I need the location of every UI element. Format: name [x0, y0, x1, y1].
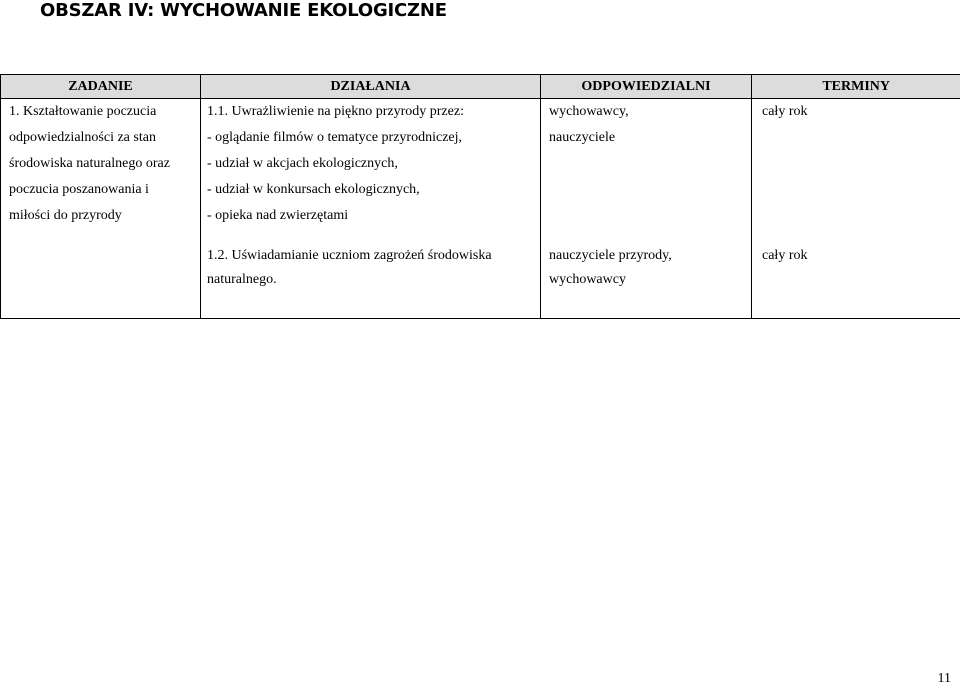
plan-table [0, 74, 960, 319]
odpowiedzialni-line: wychowawcy [549, 272, 626, 287]
dzialania-cell [201, 99, 541, 245]
terminy-cell [752, 244, 960, 319]
page-title: OBSZAR IV: WYCHOWANIE EKOLOGICZNE [40, 0, 447, 21]
table-row [1, 99, 960, 245]
zadanie-line: miłości do przyrody [9, 208, 122, 223]
header-dzialania: DZIAŁANIA [201, 75, 541, 99]
terminy-cell [752, 99, 960, 245]
zadanie-cell [1, 99, 201, 245]
dzialania-line: naturalnego. [207, 272, 277, 287]
dzialania-line: - opieka nad zwierzętami [207, 208, 349, 223]
odpowiedzialni-line: nauczyciele przyrody, [549, 248, 672, 263]
header-zadanie: ZADANIE [1, 75, 201, 99]
dzialania-line: - oglądanie filmów o tematyce przyrodniczej, [207, 130, 463, 145]
header-odpowiedzialni: ODPOWIEDZIALNI [541, 75, 752, 99]
dzialania-line: 1.2. Uświadamianie uczniom zagrożeń środowiska [207, 248, 492, 263]
dzialania-cell [201, 244, 541, 319]
zadanie-line: środowiska naturalnego oraz [9, 156, 170, 171]
dzialania-line: - udział w akcjach ekologicznych, [207, 156, 398, 171]
zadanie-line: 1. Kształtowanie poczucia [9, 104, 157, 119]
dzialania-line: 1.1. Uwrażliwienie na piękno przyrody przez: [207, 104, 464, 119]
zadanie-line: odpowiedzialności za stan [9, 130, 156, 145]
zadanie-line: poczucia poszanowania i [9, 182, 149, 197]
header-terminy: TERMINY [752, 75, 960, 99]
odpowiedzialni-cell [541, 99, 752, 245]
terminy-line: cały rok [762, 248, 808, 263]
table-row [1, 244, 960, 319]
zadanie-cell [1, 244, 201, 319]
odpowiedzialni-cell [541, 244, 752, 319]
dzialania-line: - udział w konkursach ekologicznych, [207, 182, 420, 197]
table-header-row [1, 75, 960, 99]
odpowiedzialni-line: wychowawcy, [549, 104, 629, 119]
terminy-line: cały rok [762, 104, 808, 119]
page-number: 11 [937, 671, 951, 686]
odpowiedzialni-line: nauczyciele [549, 130, 616, 145]
